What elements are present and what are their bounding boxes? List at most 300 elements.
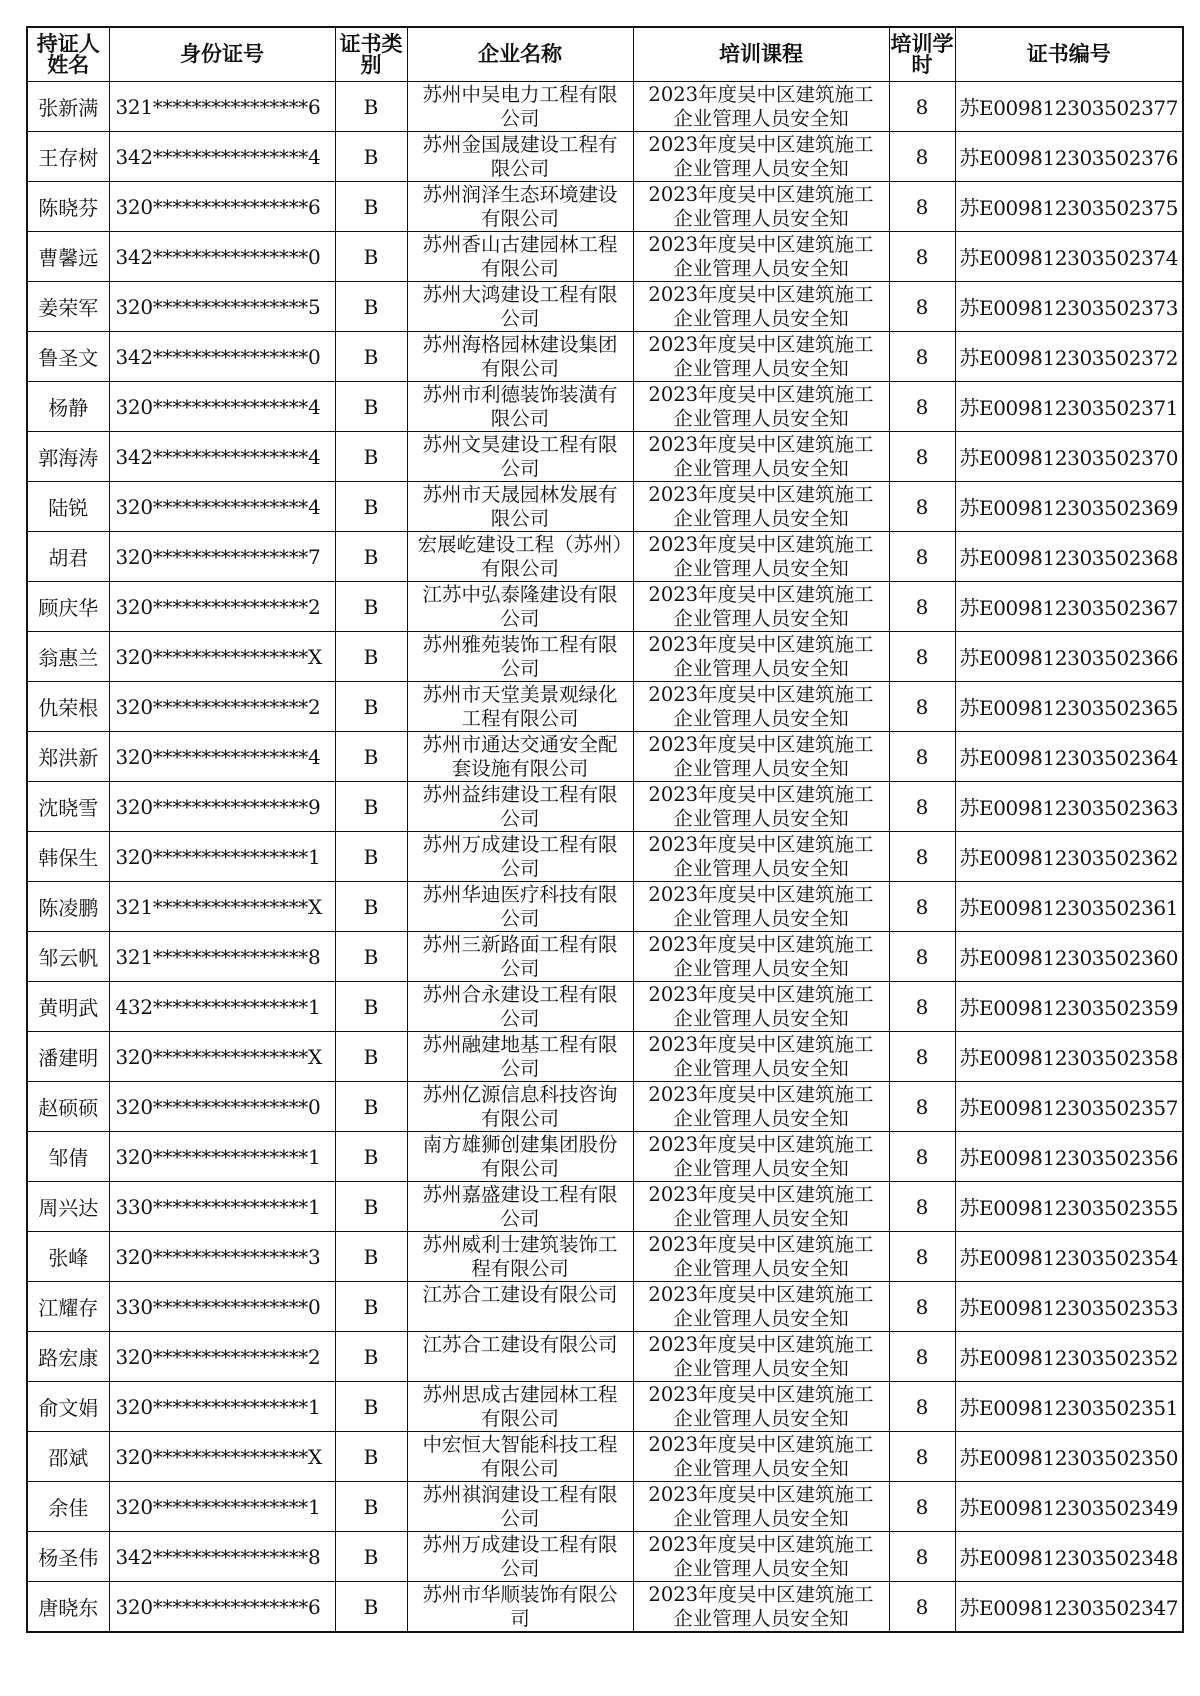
company-cell [407,1532,633,1582]
hours-cell: 8 [889,132,955,182]
table-row [27,1532,1183,1582]
holder-name-cell: 仇荣根 [27,682,109,732]
hours-cell: 8 [889,282,955,332]
cert-number-cell: 苏E009812303502368 [955,532,1183,582]
table-row [27,782,1183,832]
holder-name-cell: 邵斌 [27,1432,109,1482]
cert-type-cell: B [335,632,407,682]
id-number-cell: 320****************6 [109,182,335,232]
cert-type-cell: B [335,1082,407,1132]
id-number-cell: 342****************8 [109,1532,335,1582]
cert-number-cell: 苏E009812303502352 [955,1332,1183,1382]
company-cell [407,1082,633,1132]
company-cell [407,1282,633,1332]
holder-name-cell: 张峰 [27,1232,109,1282]
cert-number-cell: 苏E009812303502356 [955,1132,1183,1182]
course-cell [633,932,889,982]
company-cell [407,482,633,532]
holder-name-cell: 周兴达 [27,1182,109,1232]
id-number-cell: 330****************1 [109,1182,335,1232]
course-cell [633,1482,889,1532]
holder-name-cell: 邹云帆 [27,932,109,982]
company-name-text: 苏州中吴电力工程有限公司 [422,82,618,130]
company-cell [407,1232,633,1282]
id-number-cell: 330****************0 [109,1282,335,1332]
course-name-text: 2023年度吴中区建筑施工企业管理人员安全知 [648,1132,874,1180]
company-name-text: 苏州万成建设工程有限公司 [422,832,618,880]
hours-cell: 8 [889,82,955,132]
cert-type-cell: B [335,332,407,382]
table-row [27,1032,1183,1082]
course-name-text: 2023年度吴中区建筑施工企业管理人员安全知 [648,382,874,430]
cert-number-cell: 苏E009812303502377 [955,82,1183,132]
hours-cell: 8 [889,432,955,482]
header-hours: 培训学时 [889,27,955,82]
cert-type-cell: B [335,382,407,432]
cert-number-cell: 苏E009812303502370 [955,432,1183,482]
hours-cell: 8 [889,832,955,882]
table-row [27,382,1183,432]
course-name-text: 2023年度吴中区建筑施工企业管理人员安全知 [648,882,874,930]
course-name-text: 2023年度吴中区建筑施工企业管理人员安全知 [648,1282,874,1330]
cert-type-cell: B [335,1232,407,1282]
id-number-cell: 321****************8 [109,932,335,982]
cert-type-cell: B [335,1332,407,1382]
hours-cell: 8 [889,982,955,1032]
company-name-text: 苏州融建地基工程有限公司 [422,1032,618,1080]
id-number-cell: 320****************9 [109,782,335,832]
id-number-cell: 320****************5 [109,282,335,332]
company-name-text: 苏州三新路面工程有限公司 [422,932,618,980]
id-number-cell: 342****************4 [109,432,335,482]
table-row [27,232,1183,282]
course-name-text: 2023年度吴中区建筑施工企业管理人员安全知 [648,1482,874,1530]
cert-type-cell: B [335,182,407,232]
id-number-cell: 320****************2 [109,582,335,632]
hours-cell: 8 [889,532,955,582]
holder-name-cell: 姜荣军 [27,282,109,332]
hours-cell: 8 [889,1582,955,1633]
id-number-cell: 321****************X [109,882,335,932]
cert-number-cell: 苏E009812303502358 [955,1032,1183,1082]
id-number-cell: 320****************1 [109,1132,335,1182]
table-row [27,82,1183,132]
company-cell [407,932,633,982]
company-cell [407,182,633,232]
company-cell [407,282,633,332]
company-cell [407,1432,633,1482]
cert-type-cell: B [335,1182,407,1232]
header-course: 培训课程 [633,27,889,82]
course-cell [633,132,889,182]
course-name-text: 2023年度吴中区建筑施工企业管理人员安全知 [648,1232,874,1280]
table-row [27,1232,1183,1282]
course-name-text: 2023年度吴中区建筑施工企业管理人员安全知 [648,982,874,1030]
cert-number-cell: 苏E009812303502348 [955,1532,1183,1582]
company-cell [407,1182,633,1232]
course-name-text: 2023年度吴中区建筑施工企业管理人员安全知 [648,82,874,130]
cert-number-cell: 苏E009812303502353 [955,1282,1183,1332]
company-cell [407,682,633,732]
id-number-cell: 320****************2 [109,682,335,732]
course-name-text: 2023年度吴中区建筑施工企业管理人员安全知 [648,932,874,980]
table-row [27,632,1183,682]
hours-cell: 8 [889,932,955,982]
table-row [27,182,1183,232]
course-cell [633,682,889,732]
company-cell [407,1032,633,1082]
company-cell [407,882,633,932]
table-row [27,1432,1183,1482]
company-name-text: 苏州亿源信息科技咨询有限公司 [422,1082,618,1130]
course-cell [633,1532,889,1582]
company-cell [407,382,633,432]
hours-cell: 8 [889,882,955,932]
course-cell [633,882,889,932]
cert-type-cell: B [335,482,407,532]
course-name-text: 2023年度吴中区建筑施工企业管理人员安全知 [648,132,874,180]
hours-cell: 8 [889,182,955,232]
cert-type-cell: B [335,132,407,182]
course-cell [633,632,889,682]
id-number-cell: 320****************X [109,632,335,682]
course-cell [633,832,889,882]
id-number-cell: 321****************6 [109,82,335,132]
cert-type-cell: B [335,1032,407,1082]
company-cell [407,782,633,832]
table-row [27,832,1183,882]
hours-cell: 8 [889,1282,955,1332]
company-name-text: 江苏合工建设有限公司 [422,1332,618,1356]
id-number-cell: 320****************2 [109,1332,335,1382]
cert-number-cell: 苏E009812303502349 [955,1482,1183,1532]
table-row [27,732,1183,782]
header-name: 持证人姓名 [27,27,109,82]
company-cell [407,82,633,132]
cert-number-cell: 苏E009812303502373 [955,282,1183,332]
company-cell [407,832,633,882]
course-cell [633,582,889,632]
course-cell [633,382,889,432]
course-name-text: 2023年度吴中区建筑施工企业管理人员安全知 [648,1382,874,1430]
company-name-text: 苏州大鸿建设工程有限公司 [422,282,618,330]
id-number-cell: 320****************0 [109,1082,335,1132]
table-row [27,1482,1183,1532]
course-name-text: 2023年度吴中区建筑施工企业管理人员安全知 [648,782,874,830]
table-row [27,1282,1183,1332]
cert-number-cell: 苏E009812303502350 [955,1432,1183,1482]
holder-name-cell: 陈晓芬 [27,182,109,232]
company-cell [407,1482,633,1532]
company-cell [407,632,633,682]
cert-type-cell: B [335,432,407,482]
cert-number-cell: 苏E009812303502374 [955,232,1183,282]
header-cert: 证书编号 [955,27,1183,82]
cert-type-cell: B [335,1382,407,1432]
table-row [27,1182,1183,1232]
table-row [27,482,1183,532]
cert-type-cell: B [335,1432,407,1482]
table-row [27,932,1183,982]
id-number-cell: 342****************0 [109,332,335,382]
id-number-cell: 320****************7 [109,532,335,582]
holder-name-cell: 鲁圣文 [27,332,109,382]
table-row [27,582,1183,632]
course-cell [633,182,889,232]
course-name-text: 2023年度吴中区建筑施工企业管理人员安全知 [648,632,874,680]
company-name-text: 苏州文昊建设工程有限公司 [422,432,618,480]
company-cell [407,532,633,582]
hours-cell: 8 [889,332,955,382]
company-cell [407,132,633,182]
cert-type-cell: B [335,732,407,782]
cert-number-cell: 苏E009812303502369 [955,482,1183,532]
table-row [27,1082,1183,1132]
table-row [27,982,1183,1032]
course-name-text: 2023年度吴中区建筑施工企业管理人员安全知 [648,332,874,380]
hours-cell: 8 [889,1382,955,1432]
course-cell [633,1582,889,1633]
course-cell [633,732,889,782]
holder-name-cell: 杨圣伟 [27,1532,109,1582]
holder-name-cell: 赵硕硕 [27,1082,109,1132]
course-name-text: 2023年度吴中区建筑施工企业管理人员安全知 [648,182,874,230]
company-name-text: 苏州万成建设工程有限公司 [422,1532,618,1580]
cert-number-cell: 苏E009812303502357 [955,1082,1183,1132]
hours-cell: 8 [889,682,955,732]
company-name-text: 苏州润泽生态环境建设有限公司 [422,182,618,230]
table-row [27,1132,1183,1182]
company-name-text: 苏州嘉盛建设工程有限公司 [422,1182,618,1230]
id-number-cell: 320****************1 [109,832,335,882]
holder-name-cell: 邹倩 [27,1132,109,1182]
hours-cell: 8 [889,1482,955,1532]
table-row [27,882,1183,932]
course-name-text: 2023年度吴中区建筑施工企业管理人员安全知 [648,282,874,330]
company-cell [407,432,633,482]
hours-cell: 8 [889,782,955,832]
hours-cell: 8 [889,1332,955,1382]
holder-name-cell: 王存树 [27,132,109,182]
company-name-text: 苏州市通达交通安全配套设施有限公司 [422,732,618,780]
cert-number-cell: 苏E009812303502375 [955,182,1183,232]
company-cell [407,1332,633,1382]
company-name-text: 苏州金国晟建设工程有限公司 [422,132,618,180]
course-name-text: 2023年度吴中区建筑施工企业管理人员安全知 [648,432,874,480]
table-row [27,682,1183,732]
course-cell [633,82,889,132]
cert-type-cell: B [335,682,407,732]
course-cell [633,1082,889,1132]
hours-cell: 8 [889,1182,955,1232]
cert-number-cell: 苏E009812303502355 [955,1182,1183,1232]
cert-type-cell: B [335,982,407,1032]
company-cell [407,232,633,282]
cert-type-cell: B [335,582,407,632]
table-row [27,1582,1183,1633]
course-cell [633,1032,889,1082]
id-number-cell: 320****************3 [109,1232,335,1282]
course-cell [633,1382,889,1432]
hours-cell: 8 [889,382,955,432]
company-name-text: 苏州海格园林建设集团有限公司 [422,332,618,380]
cert-number-cell: 苏E009812303502363 [955,782,1183,832]
cert-number-cell: 苏E009812303502376 [955,132,1183,182]
holder-name-cell: 韩保生 [27,832,109,882]
cert-number-cell: 苏E009812303502372 [955,332,1183,382]
cert-type-cell: B [335,82,407,132]
cert-number-cell: 苏E009812303502359 [955,982,1183,1032]
table-row [27,1332,1183,1382]
cert-type-cell: B [335,882,407,932]
table-row [27,332,1183,382]
id-number-cell: 320****************X [109,1432,335,1482]
id-number-cell: 342****************0 [109,232,335,282]
company-name-text: 苏州威利士建筑装饰工程有限公司 [422,1232,618,1280]
cert-type-cell: B [335,1582,407,1633]
company-name-text: 苏州祺润建设工程有限公司 [422,1482,618,1530]
holder-name-cell: 杨静 [27,382,109,432]
course-name-text: 2023年度吴中区建筑施工企业管理人员安全知 [648,1532,874,1580]
hours-cell: 8 [889,632,955,682]
holder-name-cell: 曹馨远 [27,232,109,282]
cert-type-cell: B [335,1282,407,1332]
holder-name-cell: 张新满 [27,82,109,132]
hours-cell: 8 [889,1532,955,1582]
id-number-cell: 320****************1 [109,1382,335,1432]
course-cell [633,1282,889,1332]
course-cell [633,232,889,282]
header-type: 证书类别 [335,27,407,82]
course-cell [633,482,889,532]
cert-type-cell: B [335,1482,407,1532]
course-name-text: 2023年度吴中区建筑施工企业管理人员安全知 [648,1082,874,1130]
cert-type-cell: B [335,782,407,832]
company-cell [407,1582,633,1633]
table-row [27,132,1183,182]
id-number-cell: 432****************1 [109,982,335,1032]
company-name-text: 苏州市利德装饰装潢有限公司 [422,382,618,430]
course-name-text: 2023年度吴中区建筑施工企业管理人员安全知 [648,1432,874,1480]
cert-type-cell: B [335,1132,407,1182]
holder-name-cell: 路宏康 [27,1332,109,1382]
hours-cell: 8 [889,1132,955,1182]
cert-type-cell: B [335,532,407,582]
hours-cell: 8 [889,1432,955,1482]
company-name-text: 宏展屹建设工程（苏州）有限公司 [417,532,623,580]
company-name-text: 苏州合永建设工程有限公司 [422,982,618,1030]
company-name-text: 南方雄狮创建集团股份有限公司 [422,1132,618,1180]
course-name-text: 2023年度吴中区建筑施工企业管理人员安全知 [648,1582,874,1630]
course-cell [633,1232,889,1282]
id-number-cell: 320****************4 [109,382,335,432]
course-cell [633,1332,889,1382]
holder-name-cell: 潘建明 [27,1032,109,1082]
company-name-text: 江苏中弘泰隆建设有限公司 [422,582,618,630]
cert-number-cell: 苏E009812303502367 [955,582,1183,632]
course-cell [633,1432,889,1482]
company-name-text: 苏州市天堂美景观绿化工程有限公司 [422,682,618,730]
cert-type-cell: B [335,832,407,882]
cert-type-cell: B [335,232,407,282]
id-number-cell: 320****************1 [109,1482,335,1532]
cert-number-cell: 苏E009812303502351 [955,1382,1183,1432]
company-cell [407,1382,633,1432]
course-name-text: 2023年度吴中区建筑施工企业管理人员安全知 [648,532,874,580]
cert-type-cell: B [335,932,407,982]
id-number-cell: 320****************4 [109,732,335,782]
course-cell [633,432,889,482]
course-cell [633,532,889,582]
cert-number-cell: 苏E009812303502365 [955,682,1183,732]
holder-name-cell: 郭海涛 [27,432,109,482]
cert-number-cell: 苏E009812303502354 [955,1232,1183,1282]
header-row [27,27,1183,82]
cert-number-cell: 苏E009812303502347 [955,1582,1183,1633]
table-row [27,1382,1183,1432]
company-cell [407,982,633,1032]
header-company: 企业名称 [407,27,633,82]
company-name-text: 苏州益纬建设工程有限公司 [422,782,618,830]
company-cell [407,732,633,782]
course-cell [633,282,889,332]
cert-number-cell: 苏E009812303502362 [955,832,1183,882]
holder-name-cell: 唐晓东 [27,1582,109,1633]
cert-number-cell: 苏E009812303502371 [955,382,1183,432]
course-cell [633,1182,889,1232]
cert-number-cell: 苏E009812303502364 [955,732,1183,782]
course-cell [633,332,889,382]
course-name-text: 2023年度吴中区建筑施工企业管理人员安全知 [648,1032,874,1080]
holder-name-cell: 胡君 [27,532,109,582]
course-name-text: 2023年度吴中区建筑施工企业管理人员安全知 [648,232,874,280]
hours-cell: 8 [889,482,955,532]
header-id: 身份证号 [109,27,335,82]
company-name-text: 苏州华迪医疗科技有限公司 [422,882,618,930]
table-row [27,532,1183,582]
holder-name-cell: 翁惠兰 [27,632,109,682]
cert-type-cell: B [335,282,407,332]
course-name-text: 2023年度吴中区建筑施工企业管理人员安全知 [648,1332,874,1380]
company-name-text: 苏州香山古建园林工程有限公司 [422,232,618,280]
holder-name-cell: 俞文娟 [27,1382,109,1432]
id-number-cell: 320****************6 [109,1582,335,1633]
company-cell [407,1132,633,1182]
holder-name-cell: 陆锐 [27,482,109,532]
company-cell [407,582,633,632]
holder-name-cell: 江耀存 [27,1282,109,1332]
id-number-cell: 342****************4 [109,132,335,182]
holder-name-cell: 余佳 [27,1482,109,1532]
holder-name-cell: 郑洪新 [27,732,109,782]
company-name-text: 苏州雅苑装饰工程有限公司 [422,632,618,680]
course-name-text: 2023年度吴中区建筑施工企业管理人员安全知 [648,1182,874,1230]
table-row [27,432,1183,482]
course-cell [633,982,889,1032]
cert-number-cell: 苏E009812303502366 [955,632,1183,682]
hours-cell: 8 [889,1232,955,1282]
course-name-text: 2023年度吴中区建筑施工企业管理人员安全知 [648,832,874,880]
company-name-text: 中宏恒大智能科技工程有限公司 [422,1432,618,1480]
certificate-table [26,26,1184,1633]
course-name-text: 2023年度吴中区建筑施工企业管理人员安全知 [648,482,874,530]
course-name-text: 2023年度吴中区建筑施工企业管理人员安全知 [648,582,874,630]
cert-type-cell: B [335,1532,407,1582]
course-cell [633,1132,889,1182]
company-cell [407,332,633,382]
hours-cell: 8 [889,232,955,282]
course-name-text: 2023年度吴中区建筑施工企业管理人员安全知 [648,682,874,730]
